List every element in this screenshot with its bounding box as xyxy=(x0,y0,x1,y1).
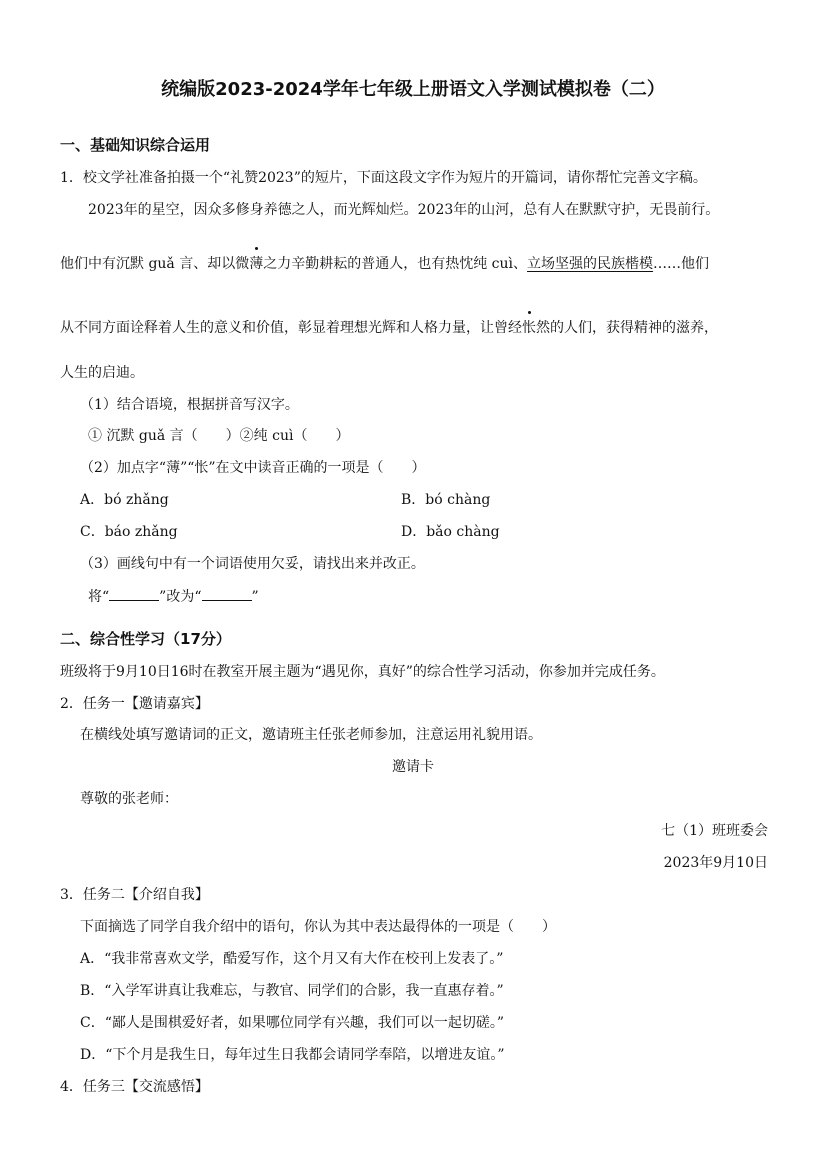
dotted-char-bao: 薄 xyxy=(249,256,264,272)
card-signature: 七（1）班班委会 xyxy=(661,823,768,839)
passage-line-2-part-c: ……他们 xyxy=(653,256,710,272)
q3-stem: 下面摘选了同学自我介绍中的语句，你认为其中表达最得体的一项是（ ） xyxy=(80,919,556,935)
page-title: 统编版2023-2024学年七年级上册语文入学测试模拟卷（二） xyxy=(161,79,665,100)
q3-option-c: C．“鄙人是围棋爱好者，如果哪位同学有兴趣，我们可以一起切磋。” xyxy=(80,1015,505,1031)
q3-option-d: D．“下个月是我生日，每年过生日我都会请同学奉陪，以增进友谊。” xyxy=(80,1047,505,1063)
passage-line-3-part-a: 从不同方面诠释着人生的意义和价值，彰显着理想光辉和人格力量，让曾经 xyxy=(60,320,522,336)
sub-question-2: （2）加点字“薄”“怅”在文中读音正确的一项是（ ） xyxy=(80,460,426,476)
passage-line-3-part-b: 然的人们，获得精神的滋养， xyxy=(536,320,718,336)
passage-line-2-part-a: 他们中有沉默 guǎ 言、却以微 xyxy=(60,256,250,272)
sub-question-3: （3）画线句中有一个词语使用欠妥，请找出来并改正。 xyxy=(80,556,425,572)
q3-option-b: B．“入学军讲真让我难忘，与教官、同学们的合影，我一直惠存着。” xyxy=(80,983,504,999)
answer-middle: ”改为“ xyxy=(159,589,202,605)
q4-label: 4．任务三【交流感悟】 xyxy=(60,1079,209,1095)
passage-line-4: 人生的启迪。 xyxy=(60,365,144,381)
answer-blank-original[interactable] xyxy=(109,586,159,601)
q3-label: 3．任务二【介绍自我】 xyxy=(60,887,209,903)
section-2-heading: 二、综合性学习（17分） xyxy=(60,630,231,648)
card-greeting: 尊敬的张老师： xyxy=(80,791,178,807)
sub-question-3-answer xyxy=(88,586,259,607)
card-title: 邀请卡 xyxy=(392,759,434,775)
q2-instruction: 在横线处填写邀请词的正文，邀请班主任张老师参加，注意运用礼貌用语。 xyxy=(80,727,542,743)
passage-line-3 xyxy=(60,318,718,338)
option-c: C．báo zhǎng xyxy=(80,524,178,540)
underlined-phrase: 立场坚强的民族楷模 xyxy=(527,256,654,272)
answer-suffix: ” xyxy=(251,589,259,605)
sub-question-1-items: ① 沉默 guǎ 言（ ）②纯 cuì（ ） xyxy=(88,428,350,444)
sub-question-1: （1）结合语境，根据拼音写汉字。 xyxy=(80,397,299,413)
passage-line-2-part-b: 之力辛勤耕耘的普通人，也有热忱纯 cuì、 xyxy=(263,256,528,272)
option-b: B．bó chàng xyxy=(401,492,491,508)
q3-option-a: A．“我非常喜欢文学，酷爱写作，这个月又有大作在校刊上发表了。” xyxy=(80,951,504,967)
option-d: D．bǎo chàng xyxy=(401,524,500,540)
q1-stem: 1．校文学社准备拍摄一个“礼赞2023”的短片，下面这段文字作为短片的开篇词，请你帮忙完善文字稿。 xyxy=(60,170,707,186)
passage-line-2 xyxy=(60,254,709,274)
dotted-char-chang: 怅 xyxy=(522,320,536,336)
card-date: 2023年9月10日 xyxy=(663,855,768,871)
passage-line-1: 2023年的星空，因众多修身养德之人，而光辉灿烂。2023年的山河，总有人在默默守护，无畏前行。 xyxy=(88,202,720,218)
answer-prefix: 将“ xyxy=(88,589,110,605)
section-2-intro: 班级将于9月10日16时在教室开展主题为“遇见你，真好”的综合性学习活动，你参加并完成任务。 xyxy=(60,664,665,680)
section-1-heading: 一、基础知识综合运用 xyxy=(60,136,211,154)
answer-blank-corrected[interactable] xyxy=(202,586,252,601)
q2-label: 2．任务一【邀请嘉宾】 xyxy=(60,696,209,712)
option-a: A．bó zhǎng xyxy=(80,492,169,508)
